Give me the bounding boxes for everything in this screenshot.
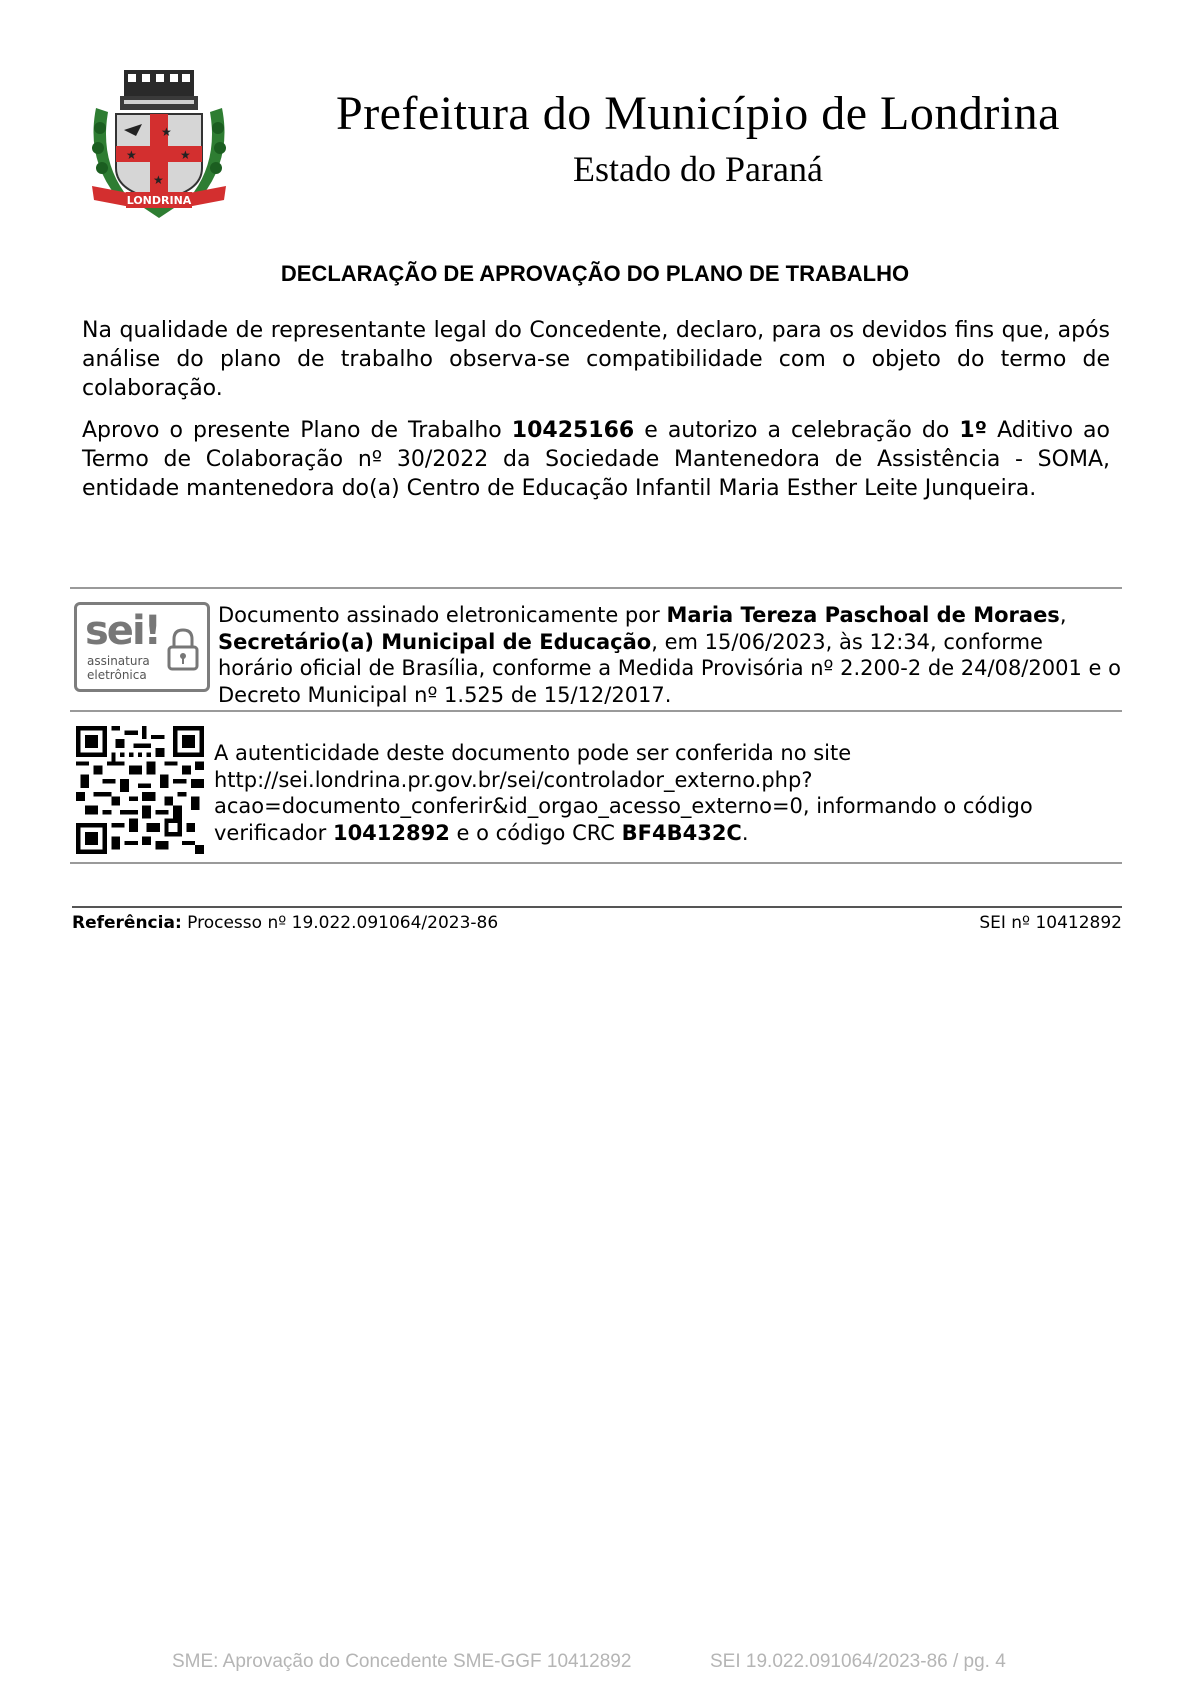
- verifier-code: 10412892: [332, 820, 450, 845]
- reference-label: Referência:: [72, 913, 182, 933]
- signer-name: Maria Tereza Paschoal de Moraes: [666, 603, 1060, 627]
- letterhead: [82, 66, 1122, 226]
- divider: [70, 710, 1122, 712]
- signature-statement: Documento assinado eletronicamente por Maria Tereza Paschoal de Moraes, Secretário(a) Municipal de Educação, em 15/06/2023, às 12:34, conforme horário oficial de Brasília, conforme a Medida Provisória nº 2.200-2 de 24/08/2001 e o Decreto Municipal nº 1.525 de 15/12/2017.: [218, 603, 1121, 707]
- declaration-paragraph: Na qualidade de representante legal do Concedente, declaro, para os devidos fins que, após análise do plano de trabalho observa-se compatibilidade com o objeto do termo de colaboração.: [82, 318, 1110, 401]
- svg-text:★: ★: [153, 173, 164, 187]
- divider: [70, 587, 1122, 589]
- svg-text:LONDRINA: LONDRINA: [126, 194, 192, 207]
- page-footer-document: SME: Aprovação do Concedente SME-GGF 10412892: [172, 1651, 632, 1672]
- divider: [70, 862, 1122, 864]
- crc-code: BF4B432C: [621, 820, 742, 845]
- page-footer-page-number: SEI 19.022.091064/2023-86 / pg. 4: [710, 1651, 1006, 1672]
- approval-paragraph: Aprovo o presente Plano de Trabalho 10425166 e autorizo a celebração do 1º Aditivo ao Termo de Colaboração nº 30/2022 da Sociedade Mantenedora de Assistência - SOMA, entidade mantenedora do(a) Centro de Educação Infantil Maria Esther Leite Junqueira.: [82, 418, 1110, 501]
- svg-text:★: ★: [126, 148, 137, 162]
- aditivo-number: 1º: [959, 418, 988, 443]
- signer-role: Secretário(a) Municipal de Educação: [218, 629, 652, 654]
- reference-process: Referência: Processo nº 19.022.091064/2023-86: [72, 913, 499, 933]
- organization-subtitle: Estado do Paraná: [573, 149, 823, 189]
- qr-code-icon[interactable]: [76, 726, 204, 854]
- document-title: DECLARAÇÃO DE APROVAÇÃO DO PLANO DE TRABALHO: [280, 261, 910, 286]
- plan-number: 10425166: [511, 418, 635, 443]
- seal-line-2: eletrônica: [87, 668, 147, 682]
- svg-text:★: ★: [180, 148, 191, 162]
- reference-sei-number: SEI nº 10412892: [979, 913, 1122, 933]
- sei-signature-seal-icon: [74, 602, 210, 692]
- svg-text:★: ★: [161, 125, 172, 139]
- reference-divider: [72, 906, 1122, 908]
- authenticity-statement: A autenticidade deste documento pode ser conferida no site http://sei.londrina.pr.gov.br/sei/controlador_externo.php?acao=documento_conferir&id_orgao_acesso_externo=0, informando o código verificador 10412892 e o código CRC BF4B432C.: [214, 741, 1033, 845]
- sei-logo: sei!: [85, 608, 160, 654]
- organization-title: Prefeitura do Município de Londrina: [336, 87, 1060, 140]
- padlock-icon: [167, 627, 199, 671]
- seal-line-1: assinatura: [87, 654, 150, 668]
- municipal-coat-of-arms-icon: [86, 68, 232, 218]
